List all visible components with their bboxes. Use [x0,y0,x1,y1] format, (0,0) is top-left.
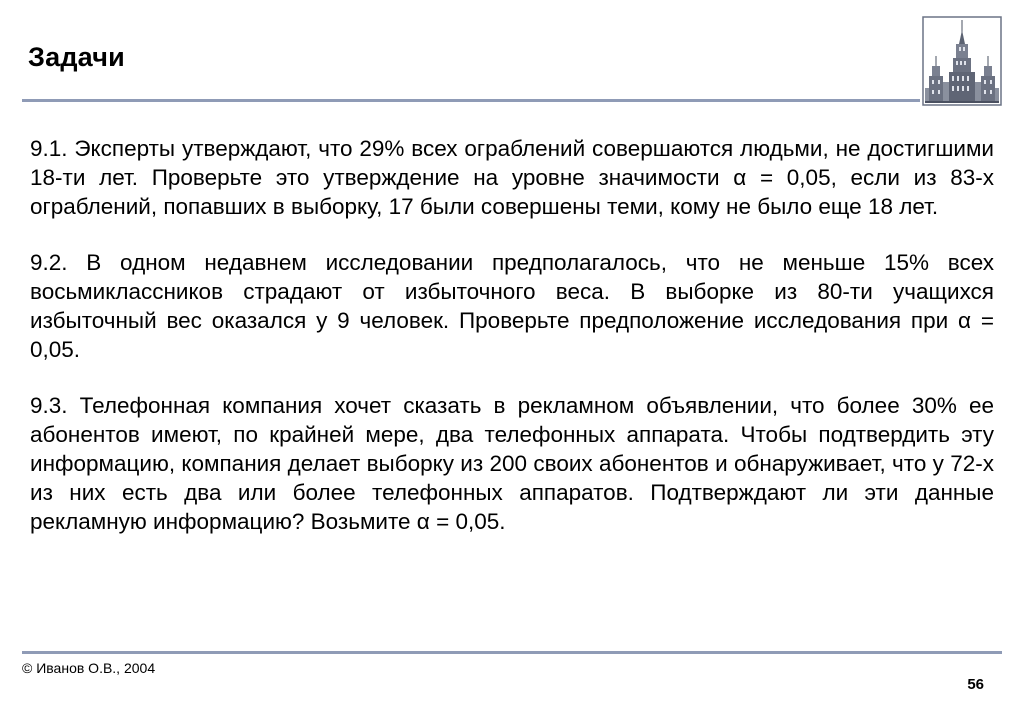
footer-divider [22,651,1002,654]
page-title: Задачи [28,42,125,72]
copyright: © Иванов О.В., 2004 [22,660,156,676]
problem-9-2: 9.2. В одном недавнем исследовании предполагалось, что не меньше 15% всех восьмиклассников страдают от избыточного веса. В выборке из 80-ти учащихся избыточный вес оказался у 9 человек. Проверьте предположение исследования при α = 0,05. [30,250,994,362]
title-divider [22,99,920,102]
page-number: 56 [967,676,984,693]
university-building-icon [922,16,1002,106]
problem-list [30,134,994,563]
logo [922,16,1002,106]
problem-9-1: 9.1. Эксперты утверждают, что 29% всех ограблений совершаются людьми, не достигшими 18-ти лет. Проверьте это утверждение на уровне значимости α = 0,05, если из 83-х ограблений, попавших в выборку, 17 были совершены теми, кому не было еще 18 лет. [30,136,994,219]
problem-9-3: 9.3. Телефонная компания хочет сказать в рекламном объявлении, что более 30% ее абонентов имеют, по крайней мере, два телефонных аппарата. Чтобы подтвердить эту информацию, компания делает выборку из 200 своих абонентов и обнаруживает, что у 72-х из них есть два или более телефонных аппаратов. Подтверждают ли эти данные рекламную информацию? Возьмите α = 0,05. [30,393,994,534]
